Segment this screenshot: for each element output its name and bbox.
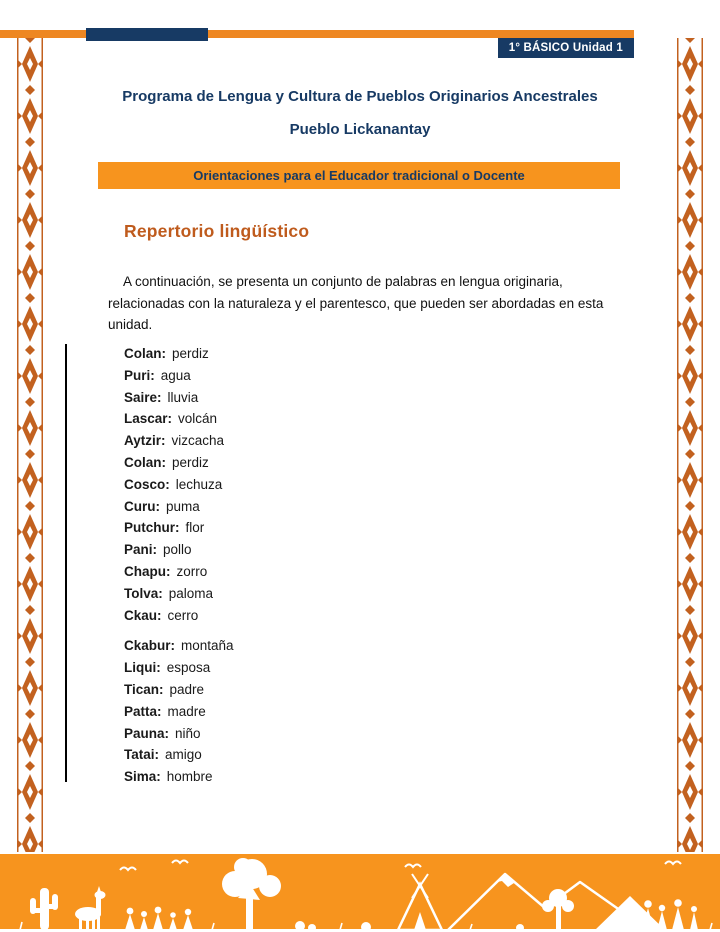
vocab-definition: padre — [169, 681, 205, 697]
vocab-term: Pani: — [124, 542, 158, 558]
vocab-term: Lascar: — [124, 411, 173, 427]
vocab-left-rule — [65, 344, 67, 782]
bird-icon — [120, 861, 681, 871]
vocab-definition: zorro — [176, 563, 208, 579]
vocab-definition: paloma — [168, 585, 214, 601]
section-heading: Repertorio lingüístico — [124, 221, 310, 241]
andean-border-left — [17, 38, 43, 852]
vocab-definition: lluvia — [167, 389, 199, 405]
vocabulary-list — [124, 343, 234, 797]
vocab-term: Tatai: — [124, 747, 160, 763]
vocab-term: Colan: — [124, 454, 166, 470]
vocab-term: Ckau: — [124, 607, 162, 623]
vocab-term: Aytzir: — [124, 433, 166, 449]
andean-border-right — [677, 38, 703, 852]
document-title-line1: Programa de Lengua y Cultura de Pueblos Originarios Ancestrales — [122, 88, 598, 105]
tree-icon — [542, 889, 574, 930]
vocab-item — [124, 343, 234, 365]
header-accent-bar — [86, 28, 208, 41]
vocab-definition: niño — [175, 725, 201, 741]
vocab-term: Liqui: — [124, 660, 161, 676]
footer-band — [0, 854, 720, 932]
orientation-banner — [98, 162, 620, 189]
vocab-item — [124, 474, 234, 496]
document-title-line2: Pueblo Lickanantay — [289, 121, 431, 138]
andean-pattern-icon — [17, 38, 43, 852]
vocab-group-kinship — [124, 635, 234, 788]
vocab-item — [124, 605, 234, 627]
vocab-term: Ckabur: — [124, 638, 176, 654]
vocab-item — [124, 635, 234, 657]
vocab-item — [124, 387, 234, 409]
vocab-item — [124, 679, 234, 701]
vocab-term: Puri: — [124, 367, 155, 383]
vocab-definition: vizcacha — [171, 433, 225, 449]
vocab-definition: puma — [166, 498, 200, 514]
vocab-item — [124, 657, 234, 679]
vocab-term: Putchur: — [124, 520, 180, 536]
vocab-definition: esposa — [166, 660, 211, 676]
andean-pattern-icon — [677, 38, 703, 852]
tree-icon — [222, 858, 281, 930]
vocab-definition: perdiz — [172, 454, 209, 470]
vocab-definition: agua — [160, 367, 191, 383]
vocab-group-nature — [124, 343, 234, 626]
vocab-item — [124, 744, 234, 766]
vocab-item — [124, 701, 234, 723]
vocab-term: Saire: — [124, 389, 162, 405]
footer-illustration — [0, 854, 720, 932]
vocab-term: Tican: — [124, 681, 164, 697]
cactus-icon — [30, 888, 58, 930]
vocab-item — [124, 408, 234, 430]
vocab-item — [124, 517, 234, 539]
vocab-definition: pollo — [163, 542, 192, 558]
tipi-icon — [398, 874, 442, 930]
person-icon — [642, 899, 698, 930]
vocab-item — [124, 561, 234, 583]
vocab-item — [124, 430, 234, 452]
vocab-term: Curu: — [124, 498, 160, 514]
vocab-item — [124, 452, 234, 474]
intro-paragraph: A continuación, se presenta un conjunto de palabras en lengua originaria, relacionadas con la naturaleza y el parentesco, que pueden ser abordadas en esta unidad. — [108, 274, 604, 333]
llama-icon — [75, 886, 106, 930]
vocab-term: Pauna: — [124, 725, 170, 741]
vocab-definition: volcán — [178, 411, 218, 427]
vocab-definition: hombre — [166, 769, 213, 785]
orientation-banner-label: Orientaciones para el Educador tradicional o Docente — [193, 168, 525, 183]
person-icon — [125, 907, 193, 930]
unit-badge: 1° BÁSICO Unidad 1 — [498, 38, 634, 58]
vocab-definition: amigo — [165, 747, 202, 763]
vocab-term: Tolva: — [124, 585, 163, 601]
vocab-term: Sima: — [124, 769, 161, 785]
vocab-definition: cerro — [167, 607, 199, 623]
vocab-term: Colan: — [124, 346, 166, 361]
vocab-item — [124, 583, 234, 605]
vocab-definition: lechuza — [175, 476, 223, 492]
vocab-definition: flor — [185, 520, 205, 536]
vocab-definition: montaña — [181, 638, 234, 654]
vocab-definition: perdiz — [172, 346, 209, 361]
vocab-term: Patta: — [124, 703, 162, 719]
vocab-item — [124, 365, 234, 387]
vocab-item — [124, 766, 234, 788]
vocab-item — [124, 723, 234, 745]
vocab-term: Cosco: — [124, 476, 170, 492]
vocab-definition: madre — [167, 703, 206, 719]
vocab-term: Chapu: — [124, 563, 171, 579]
vocab-item — [124, 539, 234, 561]
vocab-item — [124, 496, 234, 518]
